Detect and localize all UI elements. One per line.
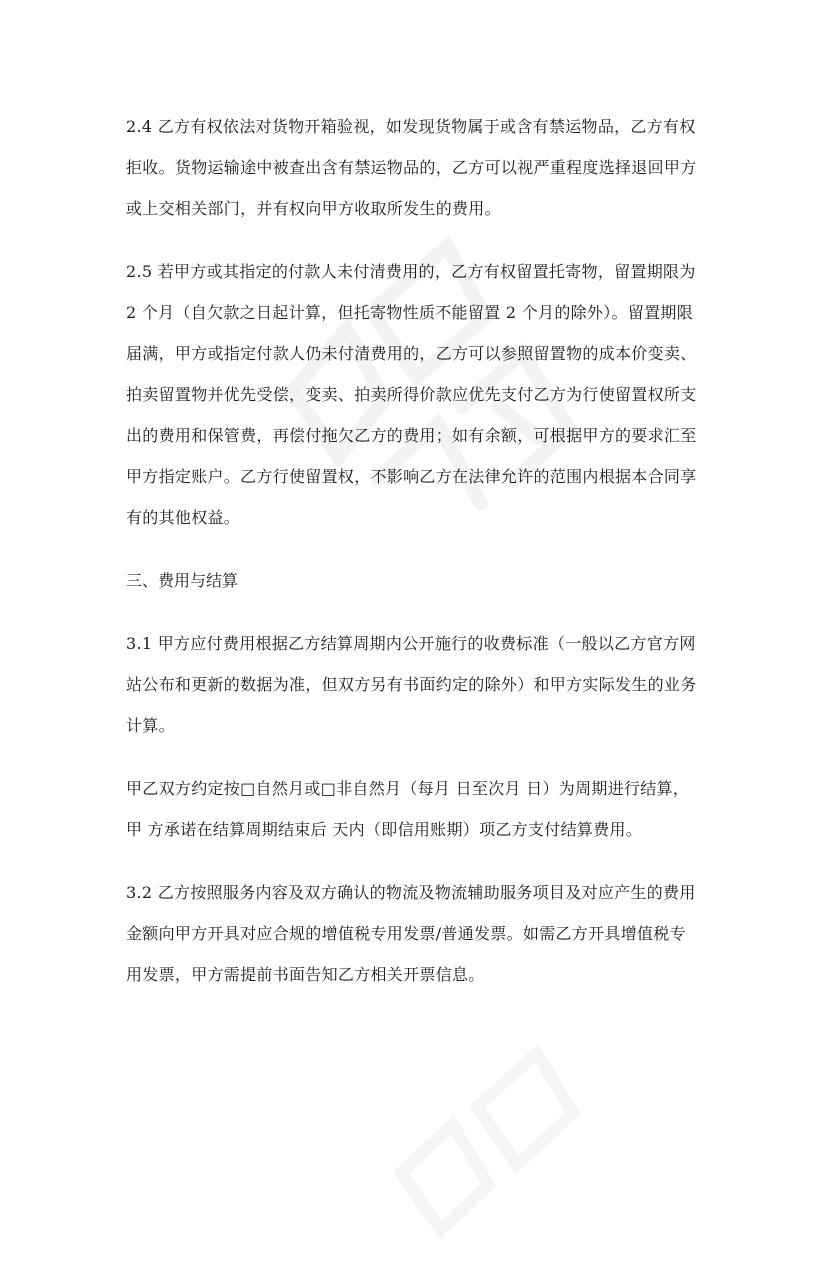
clause-2-4 bbox=[126, 106, 718, 229]
clause-3-1-settlement bbox=[126, 768, 718, 850]
clause-line: 或上交相关部门，并有权向甲方收取所发生的费用。 bbox=[126, 199, 501, 218]
clause-line: 用发票，甲方需提前书面告知乙方相关开票信息。 bbox=[126, 965, 485, 984]
clause-line: 甲方指定账户。乙方行使留置权，不影响乙方在法律允许的范围内根据本合同享 bbox=[126, 467, 697, 486]
clause-3-2 bbox=[126, 872, 718, 995]
clause-line: 2 个月（自欠款之日起计算，但托寄物性质不能留置 2 个月的除外）。留置期限 bbox=[126, 303, 694, 322]
clause-line: 3.1 甲方应付费用根据乙方结算周期内公开施行的收费标准（一般以乙方官方网 bbox=[126, 634, 696, 653]
clause-line: 计算。 bbox=[126, 716, 175, 735]
clause-line: 出的费用和保管费，再偿付拖欠乙方的费用；如有余额，可根据甲方的要求汇至 bbox=[126, 426, 697, 445]
clause-line: 3.2 乙方按照服务内容及双方确认的物流及物流辅助服务项目及对应产生的费用 bbox=[126, 883, 696, 902]
watermark-graphic-bottom bbox=[362, 1014, 639, 1266]
clause-line: 拒收。货物运输途中被查出含有禁运物品的，乙方可以视严重程度选择退回甲方 bbox=[126, 158, 697, 177]
clause-line: 金额向甲方开具对应合规的增值税专用发票/普通发票。如需乙方开具增值税专 bbox=[126, 924, 686, 943]
clause-line: 2.4 乙方有权依法对货物开箱验视，如发现货物属于或含有禁运物品，乙方有权 bbox=[126, 117, 696, 136]
clause-line: 有的其他权益。 bbox=[126, 508, 241, 527]
clause-3-1 bbox=[126, 623, 718, 746]
clause-line: 甲乙双方约定按□自然月或□非自然月（每月 日至次月 日）为周期进行结算， bbox=[126, 779, 690, 798]
clause-line: 甲 方承诺在结算周期结束后 天内（即信用账期）项乙方支付结算费用。 bbox=[126, 820, 643, 839]
clause-line: 2.5 若甲方或其指定的付款人未付清费用的，乙方有权留置托寄物，留置期限为 bbox=[126, 262, 696, 281]
clause-line: 站公布和更新的数据为准，但双方另有书面约定的除外）和甲方实际发生的业务 bbox=[126, 675, 697, 694]
section-heading: 三、费用与结算 bbox=[126, 571, 239, 590]
document-body bbox=[126, 106, 718, 1017]
clause-line: 拍卖留置物并优先受偿，变卖、拍卖所得价款应优先支付乙方为行使留置权所支 bbox=[126, 385, 697, 404]
clause-line: 届满，甲方或指定付款人仍未付清费用的，乙方可以参照留置物的成本价变卖、 bbox=[126, 344, 697, 363]
clause-2-5 bbox=[126, 251, 718, 538]
